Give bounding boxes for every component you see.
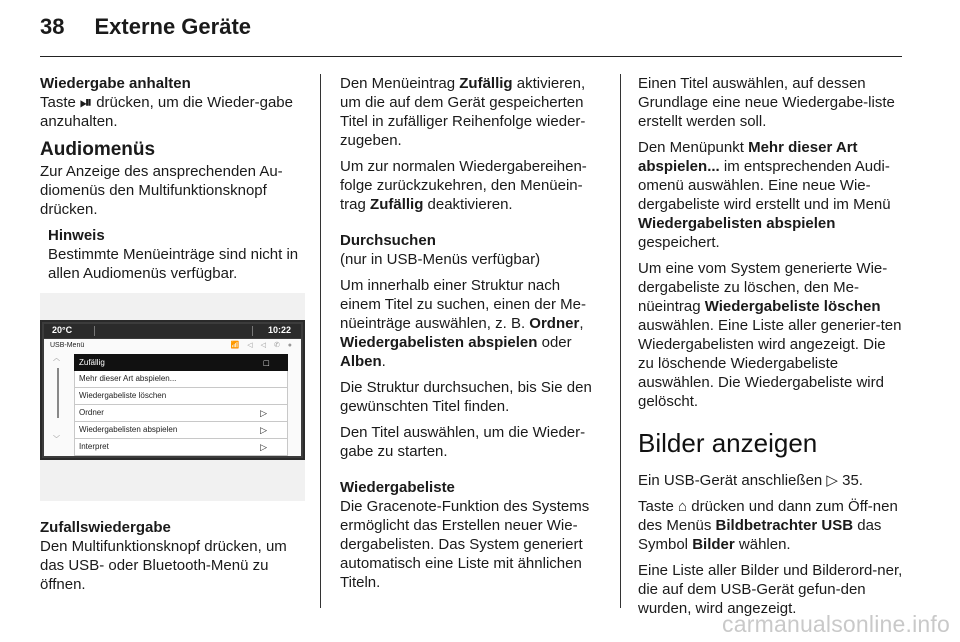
pause-heading: Wiedergabe anhalten (40, 75, 191, 92)
shuffle-section (40, 518, 308, 594)
menu-term-wiedergabelisten: Wiedergabelisten abspielen (340, 334, 538, 351)
scroll-down-icon: ﹀ (53, 436, 60, 443)
play-pause-icon: ⏯ (80, 94, 93, 111)
text-run: Ein USB-Gerät anschließen (638, 472, 823, 489)
menu-term-ordner: Ordner (529, 315, 580, 332)
text-run: im entsprechenden Audi-omenü auswählen. Eine neue Wie-dergabeliste wird erstellt und im Menü (638, 158, 891, 213)
audio-menus-heading: Audiomenüs (40, 139, 156, 160)
browse-note: (nur in USB-Menüs verfügbar) (340, 251, 541, 268)
menu-term-mehr-dieser-art: Mehr dieser Art abspielen... (638, 139, 858, 175)
text-run: wählen. (738, 536, 791, 553)
shuffle-text: Den Multifunktionsknopf drücken, um das USB- oder Bluetooth-Menü zu öffnen. (40, 538, 287, 593)
menu-term-wiedergabelisten: Wiedergabelisten abspielen (638, 215, 836, 232)
note-text: Bestimmte Menüeinträge sind nicht in allen Audiomenüs verfügbar. (48, 246, 299, 282)
column-1 (40, 74, 305, 283)
column-3 (638, 74, 903, 625)
status-icons: 📶 ◁ ◁ ✆ ● (230, 342, 295, 349)
playlist-text: Die Gracenote-Funktion des Systems ermöglicht das Erstellen neuer Wie-dergabelisten. Das System generiert automatisch eine Liste mit ähnlichen Titeln. (340, 498, 590, 591)
home-icon: ⌂ (678, 498, 688, 515)
text-run: . (381, 353, 386, 370)
column-2 (340, 74, 605, 599)
menu-item-wiedergabeliste-loeschen (74, 388, 288, 405)
scroll-up-icon: ︿ (53, 355, 60, 362)
text-run: gespeichert. (638, 234, 720, 251)
header-rule (40, 56, 902, 57)
images-list-text: Eine Liste aller Bilder und Bilderord-ner, die auf dem USB-Gerät gefun-den wurden, wird angezeigt. (638, 562, 903, 617)
text-run: Um innerhalb einer Struktur nach einem Titel zu suchen, einen der Me-nüeinträge auswählen, z. B. (340, 277, 586, 332)
menu-item-label: Wiedergabelisten abspielen (79, 425, 178, 434)
text-run: Um zur normalen Wiedergabereihen-folge zurückzukehren, den Menüein-trag (340, 158, 587, 213)
menu-item-wiedergabelisten-abspielen (74, 422, 288, 439)
page-number: 38 (40, 14, 65, 39)
display-body (44, 339, 301, 456)
text-run: deaktivieren. (427, 196, 513, 213)
shuffle-heading: Zufallswiedergabe (40, 519, 171, 536)
text-run: Um eine vom System generierte Wie-dergabeliste zu löschen, den Me-nüeintrag (638, 260, 888, 315)
menu-item-label: Wiedergabeliste löschen (79, 391, 167, 400)
clock: 10:22 (267, 325, 291, 335)
scrollbar (57, 368, 59, 418)
checkbox-icon: □ (263, 358, 269, 368)
page-reference: ▷ 35. (826, 472, 863, 489)
text-run: auswählen. Eine Liste aller generier-ten Wiedergabelisten wird angezeigt. Die zu löschende Wiedergabeliste auswählen. Die Wiedergabeliste wird gelöscht. (638, 317, 902, 410)
chevron-right-icon: ▷ (260, 425, 267, 435)
menu-term-zufaellig: Zufällig (459, 75, 513, 92)
note-heading: Hinweis (48, 227, 105, 244)
text-run: Den Menüeintrag (340, 75, 456, 92)
text-run: Taste (638, 498, 674, 515)
menu-title: USB-Menü (50, 342, 85, 349)
display-status-bar (44, 324, 301, 338)
text-run: oder (541, 334, 572, 351)
status-separator (252, 326, 253, 336)
images-heading: Bilder anzeigen (638, 428, 818, 458)
menu-item-label: Interpret (79, 442, 109, 451)
page-header (40, 14, 251, 48)
pause-text-suffix: drücken, um die Wieder-gabe anzuhalten. (40, 94, 293, 130)
playlist-heading: Wiedergabeliste (340, 479, 455, 496)
menu-item-ordner (74, 405, 288, 422)
menu-item-zufaellig (74, 354, 288, 371)
menu-term-bildbetrachter: Bildbetrachter USB (715, 517, 854, 534)
menu-item-mehr-dieser-art (74, 371, 288, 388)
menu-item-label: Zufällig (79, 358, 105, 367)
display-frame (40, 320, 305, 460)
usb-menu-screenshot (40, 293, 305, 501)
text-run: , (579, 315, 584, 332)
watermark: carmanualsonline.info (722, 611, 950, 637)
chevron-right-icon: ▷ (260, 442, 267, 452)
playlist-select-text: Einen Titel auswählen, auf dessen Grundlage eine neue Wiedergabe-liste erstellt werden soll. (638, 75, 895, 130)
text-run: drücken und dann zum Öff-nen des Menüs (638, 498, 898, 534)
menu-item-interpret (74, 439, 288, 456)
menu-term-wiedergabeliste-loeschen: Wiedergabeliste löschen (704, 298, 881, 315)
menu-item-label: Ordner (79, 408, 104, 417)
page-title: Externe Geräte (94, 14, 252, 39)
text-run: aktivieren, um die auf dem Gerät gespeicherten Titel in zufälliger Reihenfolge wieder-zugeben. (340, 75, 586, 149)
text-run: das Symbol (638, 517, 882, 553)
browse-play-text: Den Titel auswählen, um die Wieder-gabe zu starten. (340, 424, 586, 460)
temperature: 20°C (52, 325, 73, 335)
text-run: Den Menüpunkt (638, 139, 744, 156)
audio-menus-text: Zur Anzeige des ansprechenden Au-diomenüs den Multifunktionsknopf drücken. (40, 163, 283, 218)
browse-heading: Durchsuchen (340, 232, 436, 249)
menu-term-alben: Alben (340, 353, 382, 370)
browse-step-text: Die Struktur durchsuchen, bis Sie den gewünschten Titel finden. (340, 379, 592, 415)
menu-item-label: Mehr dieser Art abspielen... (79, 374, 177, 383)
pause-text-prefix: Taste (40, 94, 76, 111)
column-divider (620, 74, 621, 608)
note-box (48, 226, 305, 283)
menu-term-zufaellig: Zufällig (370, 196, 424, 213)
status-separator (94, 326, 95, 336)
menu-list (74, 354, 288, 456)
column-divider (320, 74, 321, 608)
chevron-right-icon: ▷ (260, 408, 267, 418)
menu-term-bilder: Bilder (692, 536, 735, 553)
